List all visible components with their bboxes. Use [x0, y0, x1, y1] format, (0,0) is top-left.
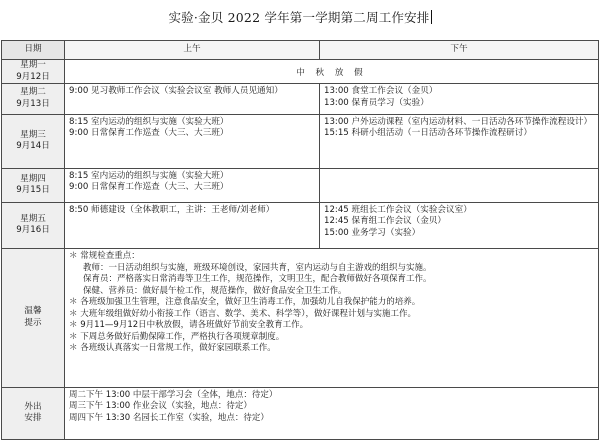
am-cell: [65, 114, 320, 168]
holiday-cell: 中 秋 放 假: [65, 60, 599, 84]
header-date: 日期: [2, 41, 65, 60]
page-title[interactable]: [0, 8, 600, 26]
note-line: 保健、营养员：做好晨午检工作，规范操作，做好食品安全卫生工作。: [83, 285, 347, 296]
header-am: 上午: [65, 41, 320, 60]
day-cell: [2, 60, 65, 84]
pm-cell: [320, 168, 599, 202]
day-date: 9月16日: [16, 225, 50, 236]
note-line: 教师：一日活动组织与实施，班级环境创设，家园共育，室内运动与自主游戏的组织与实施。: [83, 262, 432, 273]
notes-label-line1: 温馨: [24, 306, 42, 317]
am-item: 8:50 师德建设（全体教职工，主讲：王老师/刘老师）: [69, 204, 275, 215]
outings-cell: [65, 387, 599, 439]
pm-item: 13:00 户外运动课程（室内运动材料、一日活动各环节操作流程设计）: [324, 116, 593, 127]
pm-item: 12:45 保育组工作会议（金贝）: [324, 216, 447, 227]
note-line: ＊ 下周总务做好后勤保障工作，严格执行各项规章制度。: [69, 331, 285, 342]
notes-label: [2, 249, 65, 388]
notes-cell: [65, 249, 599, 388]
outings-label-line1: 外出: [24, 401, 42, 412]
note-line: ＊ 9月11—9月12日中秋放假，请各班做好节前安全教育工作。: [69, 320, 309, 331]
day-name: 星期一: [20, 60, 46, 71]
outing-item: 周三下午 13:00 作业会议（实验，地点：待定）: [69, 401, 252, 412]
am-cell: [65, 168, 320, 202]
day-date: 9月12日: [16, 71, 50, 82]
outings-row: [2, 387, 599, 439]
day-row-friday: [2, 202, 599, 248]
am-cell: [65, 84, 320, 114]
day-name: 星期五: [20, 213, 46, 224]
pm-item: 15:15 科研小组活动（一日活动各环节操作流程研讨）: [324, 128, 532, 139]
day-cell: [2, 114, 65, 168]
schedule-table: [1, 40, 599, 440]
pm-cell: [320, 202, 599, 248]
pm-cell: [320, 84, 599, 114]
notes-row: [2, 249, 599, 388]
day-cell: [2, 84, 65, 114]
day-name: 星期四: [20, 173, 46, 184]
note-line: ＊ 大班年级组做好幼小衔接工作（语言、数学、美术、科学等），做好课程计划与实施工作。: [69, 308, 416, 319]
outing-item: 周二下午 13:00 中层干部学习会（全体，地点：待定）: [69, 389, 278, 400]
day-name: 星期二: [20, 87, 46, 98]
pm-item: 12:45 班组长工作会议（实验会议室）: [324, 204, 472, 215]
day-row-thursday: [2, 168, 599, 202]
pm-item: 15:00 业务学习（实验）: [324, 228, 421, 239]
outing-item: 周四下午 13:30 名园长工作室（实验，地点：待定）: [69, 413, 269, 424]
header-pm: 下午: [320, 41, 599, 60]
day-row-monday: [2, 60, 599, 84]
am-cell: [65, 202, 320, 248]
day-date: 9月15日: [16, 185, 50, 196]
day-cell: [2, 168, 65, 202]
outings-label-line2: 安排: [24, 413, 42, 424]
note-line: 保育员：严格落实日常消毒等卫生工作，规范操作，文明卫生，配合教师做好各项保育工作。: [83, 274, 432, 285]
text-cursor: [431, 10, 432, 24]
am-item: 9:00 日常保育工作巡查（大三、大三班）: [69, 128, 229, 139]
day-cell: [2, 202, 65, 248]
day-date: 9月14日: [16, 141, 50, 152]
note-line: ＊ 各班级加强卫生管理，注意食品安全，做好卫生消毒工作，加强幼儿自我保护能力的培养。: [69, 297, 421, 308]
am-item: 8:15 室内运动的组织与实施（实验大班）: [69, 170, 229, 181]
day-date: 9月13日: [16, 98, 50, 109]
pm-item: 13:00 保育员学习（实验）: [324, 97, 429, 108]
note-heading: ＊ 常规检查重点：: [69, 251, 140, 262]
outings-label: [2, 387, 65, 439]
notes-label-line2: 提示: [24, 317, 42, 328]
pm-item: 13:00 食堂工作会议（金贝）: [324, 86, 438, 97]
header-row: [2, 41, 599, 60]
day-row-wednesday: [2, 114, 599, 168]
am-item: 9:00 见习教师工作会议（实验会议室 教师人员见通知）: [69, 86, 283, 97]
am-item: 9:00 日常保育工作巡查（大三、大三班）: [69, 182, 229, 193]
title-text: 实验·金贝 2022 学年第一学期第二周工作安排: [168, 10, 430, 25]
day-row-tuesday: [2, 84, 599, 114]
pm-cell: [320, 114, 599, 168]
note-line: ＊ 各班级认真落实一日常规工作，做好家园联系工作。: [69, 343, 276, 354]
day-name: 星期三: [20, 129, 46, 140]
am-item: 8:15 室内运动的组织与实施（实验大班）: [69, 116, 229, 127]
